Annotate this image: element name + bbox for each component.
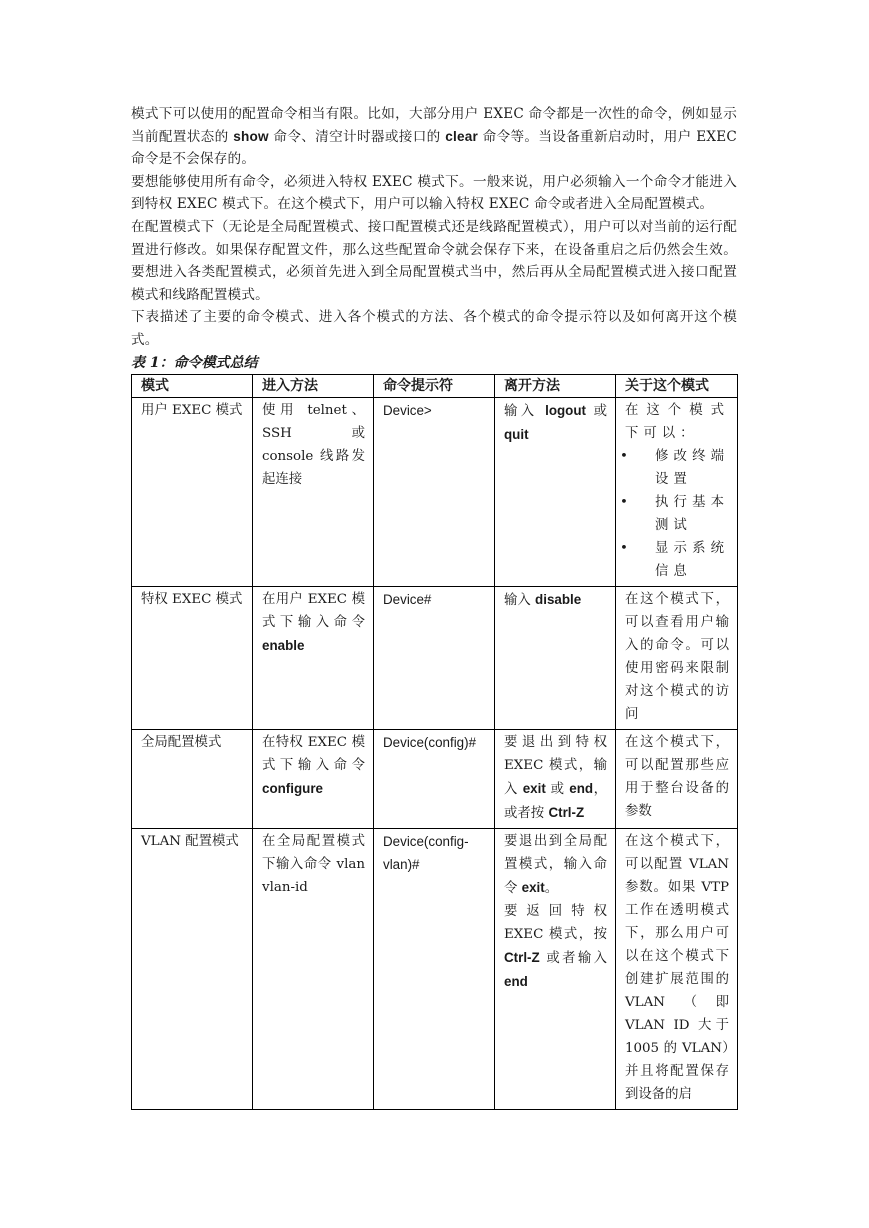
table-row-privileged-exec xyxy=(132,586,738,729)
list-item: • 显示系统信息 xyxy=(625,537,729,583)
cell-enter: 在用户 EXEC 模式下输入命令 enable xyxy=(253,586,374,729)
paragraph-2: 要想能够使用所有命令，必须进入特权 EXEC 模式下。一般来说，用户必须输入一个命令才能进入到特权 EXEC 模式下。在这个模式下，用户可以输入特权 EXEC 命令或者进入全局配置模式。 xyxy=(131,173,737,213)
table-row-global-config xyxy=(132,729,738,828)
paragraph-1-text-a: 模式下可以使用的配置命令相当有限。比如，大部分用户 EXEC 命令都是一次性的命令，例如显示当前配置状态的 xyxy=(131,106,737,145)
cell-leave: 输入 logout 或 quit xyxy=(495,397,616,586)
paragraph-3: 在配置模式下（无论是全局配置模式、接口配置模式还是线路配置模式），用户可以对当前的运行配置进行修改。如果保存配置文件，那么这些配置命令就会保存下来，在设备重启之后仍然会生效。要想进入各类配置模式，必须首先进入到全局配置模式当中，然后再从全局配置模式进入接口配置模式和线路配置模式。 xyxy=(131,218,737,303)
header-leave: 离开方法 xyxy=(495,374,616,397)
cell-mode: 特权 EXEC 模式 xyxy=(132,586,253,729)
header-about: 关于这个模式 xyxy=(616,374,738,397)
cell-enter: 使用 telnet、SSH 或 console 线路发起连接 xyxy=(253,397,374,586)
paragraph-4: 下表描述了主要的命令模式、进入各个模式的方法、各个模式的命令提示符以及如何离开这个模式。 xyxy=(131,309,737,348)
cell-enter: 在全局配置模式下输入命令 vlan vlan-id xyxy=(253,828,374,1109)
cell-leave: 输入 disable xyxy=(495,586,616,729)
table-row-user-exec xyxy=(132,397,738,586)
header-mode: 模式 xyxy=(132,374,253,397)
cell-prompt: Device> xyxy=(374,397,495,586)
paragraph-1-text-d: 命令等。当设备重新启动时，用户 EXEC 命令是不会保存的。 xyxy=(131,128,737,168)
table-row-vlan-config xyxy=(132,828,738,1109)
cell-mode: 全局配置模式 xyxy=(132,729,253,828)
list-item: • 修改终端设置 xyxy=(625,445,729,491)
paragraph-1 xyxy=(131,103,737,171)
table-caption: 表 1：命令模式总结 xyxy=(131,354,258,371)
cell-about: 在这个模式下可以： • 修改终端设置 • 执行基本测试 • 显示系统信息 xyxy=(616,397,738,586)
list-item: • 执行基本测试 xyxy=(625,491,729,537)
paragraph-1-text-c: 命令、清空计时器或接口的 xyxy=(268,128,446,145)
leave-instruction-2: 要返回特权 EXEC 模式，按 Ctrl-Z 或者输入 end xyxy=(504,903,607,989)
cell-mode: VLAN 配置模式 xyxy=(132,828,253,1109)
cell-about: 在这个模式下，可以查看用户输入的命令。可以使用密码来限制对这个模式的访问 xyxy=(616,586,738,729)
clear-command: clear xyxy=(445,128,478,144)
cell-prompt: Device(config)# xyxy=(374,729,495,828)
header-enter: 进入方法 xyxy=(253,374,374,397)
leave-instruction-1: 要退出到全局配置模式，输入命令 exit。 xyxy=(504,833,607,896)
document-page xyxy=(131,103,737,1110)
show-command: show xyxy=(233,128,269,144)
cell-leave xyxy=(495,828,616,1109)
cell-enter: 在特权 EXEC 模式下输入命令 configure xyxy=(253,729,374,828)
cell-prompt: Device(config-vlan)# xyxy=(374,828,495,1109)
cell-prompt: Device# xyxy=(374,586,495,729)
command-mode-table xyxy=(131,374,738,1110)
table-header-row xyxy=(132,374,738,397)
header-prompt: 命令提示符 xyxy=(374,374,495,397)
cell-mode: 用户 EXEC 模式 xyxy=(132,397,253,586)
cell-about: 在这个模式下，可以配置那些应用于整台设备的参数 xyxy=(616,729,738,828)
cell-leave: 要退出到特权 EXEC 模式，输入 exit 或 end，或者按 Ctrl-Z xyxy=(495,729,616,828)
cell-about: 在这个模式下，可以配置 VLAN 参数。如果 VTP 工作在透明模式下，那么用户可以在这个模式下创建扩展范围的VLAN（即 VLAN ID 大于 1005 的 VLAN）并且将配置保存到设备的启 xyxy=(616,828,738,1109)
about-list xyxy=(625,445,729,583)
